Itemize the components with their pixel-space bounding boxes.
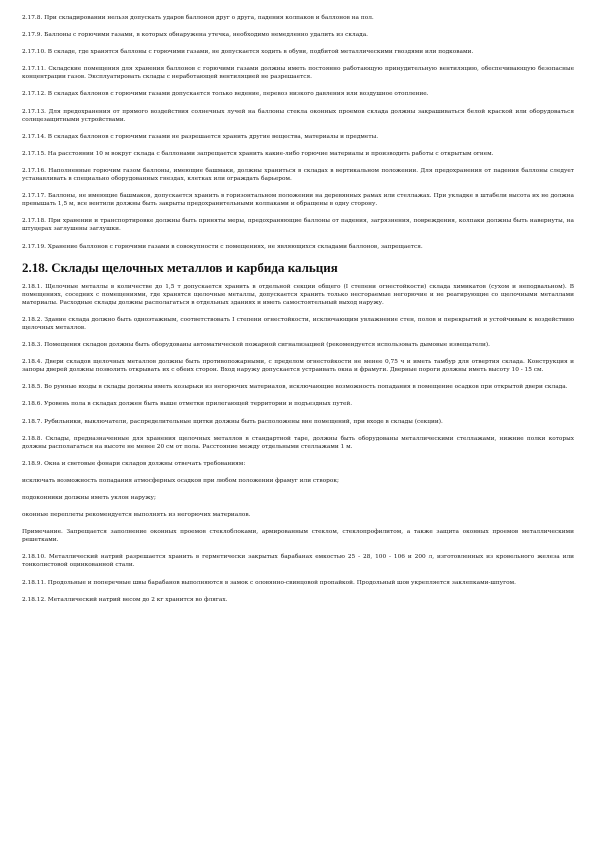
paragraph: оконные переплеты рекомендуется выполнять из негорючих материалов.	[22, 512, 251, 519]
paragraph: 2.17.9. Баллоны с горючими газами, в которых обнаружена утечка, необходимо немедленно удалить из склада.	[22, 32, 369, 39]
paragraph: 2.18.1. Щелочные металлы в количестве до 1,5 т допускается хранить в отдельной секции общего (I степени огнестойкости) склада химикатов (сухом и неподвальном). В помещениях, соседних с помещениями, где хранятся щелочные металлы, допускается хранить только несгораемые негорючие и не реагирующие со щелочными металлами материалы. Расходные склады должны располагаться в отдельных зданиях и иметь самостоятельный выход наружу.	[22, 283, 574, 306]
paragraph: 2.17.10. В складе, где хранятся баллоны с горючими газами, не допускается ходить в обуви, подбитой металлическими гвоздями или подковами.	[22, 49, 474, 56]
paragraph: 2.18.8. Склады, предназначенные для хранения щелочных металлов в стандартной таре, должны быть оборудованы металлическими стеллажами, нижние полки которых должны располагаться на высоте не менее 20 см от пола. Расстояние между отдельными стеллажами 1 м.	[22, 435, 574, 450]
paragraph: 2.17.15. На расстоянии 10 м вокруг склада с баллонами запрещается хранить какие-либо горючие материалы и производить работы с открытым огнем.	[22, 150, 494, 157]
paragraph: 2.17.19. Хранение баллонов с горючими газами в совокупности с помещениях, не являющихся складами баллонов, запрещается.	[22, 243, 423, 250]
document-page	[22, 14, 574, 613]
paragraph: 2.18.9. Окна и световые фонари складов должны отвечать требованиям:	[22, 460, 246, 467]
section-heading: 2.18. Склады щелочных металлов и карбида кальция	[22, 259, 338, 275]
section-2-17-list	[22, 14, 574, 251]
paragraph: 2.18.4. Двери складов щелочных металлов должны быть противопожарными, с пределом огнестойкости не менее 0,75 ч и иметь тамбур для отвертия склада. Конструкция и запоры дверей должны позволить открывать их с обеих сторон. Вход наружу допускается устраивать окна и фрамуги. Дверные пороги должны иметь высоту 10 - 15 см.	[22, 359, 574, 374]
paragraph: Примечание. Запрещается заполнение оконных проемов стеклоблоками, армированным стеклом, стеклопрофилитом, а также защита оконных проемов металлическими решетками.	[22, 529, 574, 544]
paragraph: 2.18.6. Уровень пола в складах должен быть выше отметки прилегающей территории и подъездных путей.	[22, 401, 353, 408]
paragraph: 2.18.10. Металлический натрий разрешается хранить в герметически закрытых барабанах емкостью 25 - 28, 100 - 106 и 200 л, изготовленных из кровельного железа или тонколистовой оцинкованной стали.	[22, 554, 574, 569]
paragraph: подоконники должны иметь уклон наружу;	[22, 495, 156, 501]
paragraph: 2.18.12. Металлический натрий весом до 2 кг хранится во флягах.	[22, 596, 228, 603]
paragraph: 2.17.8. При складировании нельзя допускать ударов баллонов друг о друга, падения колпаков и баллонов на пол.	[22, 15, 374, 21]
paragraph: 2.17.17. Баллоны, не имеющие башмаков, допускается хранить в горизонтальном положении на деревянных рамах или стеллажах. При укладке в штабели высота их не должна превышать 1,5 м, все вентили должны быть закрыты предохранительными колпаками и обращены в одну сторону.	[22, 193, 574, 208]
paragraph: 2.17.16. Наполненные горючим газом баллоны, имеющие башмаки, должны храниться в складах в вертикальном положении. Для предохранения от падения баллоны следует устанавливать в специально оборудованных гнездах, клетках или ограждать барьером.	[22, 167, 574, 183]
paragraph: 2.18.2. Здание склада должно быть одноэтажным, соответствовать I степени огнестойкости, исключающим увлажнение стен, полов и перекрытий и устойчивым к воздействию щелочных металлов.	[22, 316, 574, 331]
paragraph: 2.18.5. Во рунные входы в склады должны иметь козырьки из негорючих материалов, исключающие возможность попадания в помещение осадков при открытой двери склада.	[22, 384, 568, 391]
paragraph: 2.17.18. При хранении и транспортировке должны быть приняты меры, предохраняющие баллоны от падения, загрязнения, повреждения, колпаки должны быть навернуты, на штуцерах заглушены заглушки.	[22, 218, 574, 233]
paragraph: 2.18.7. Рубильники, выключатели, распределительные щитки должны быть расположены вне помещений, при входе в склады (секции).	[22, 418, 443, 425]
section-2-18-list	[22, 283, 574, 604]
paragraph: 2.17.14. В складах баллонов с горючими газами не разрешается хранить другие вещества, материалы и предметы.	[22, 133, 379, 140]
paragraph: 2.18.3. Помещения складов должны быть оборудованы автоматической пожарной сигнализацией (рекомендуется использовать дымовые извещатели).	[22, 342, 491, 349]
paragraph: 2.17.11. Складские помещения для хранения баллонов с горючими газами должны иметь постоянно работающую принудительную вентиляцию, обеспечивающую безопасные концентрации газов. Эксплуатировать склады с неработающей вентиляцией не разрешается.	[22, 66, 574, 81]
paragraph: исключать возможность попадания атмосферных осадков при любом положении фрамуг или створок;	[22, 477, 339, 484]
paragraph: 2.17.13. Для предохранения от прямого воздействия солнечных лучей на баллоны стекла оконных проемов склада должны закрашиваться белой краской или оборудоваться солнцезащитными устройствами.	[22, 108, 574, 123]
paragraph: 2.17.12. В складах баллонов с горючими газами допускается только ведение, перевоз низкого давления или воздушное отопление.	[22, 91, 429, 98]
paragraph: 2.18.11. Продольные и поперечные швы барабанов выполняются в замок с оловянно-свинцовой пропайкой. Продольный шов укрепляется заклепками-шпугом.	[22, 579, 516, 586]
